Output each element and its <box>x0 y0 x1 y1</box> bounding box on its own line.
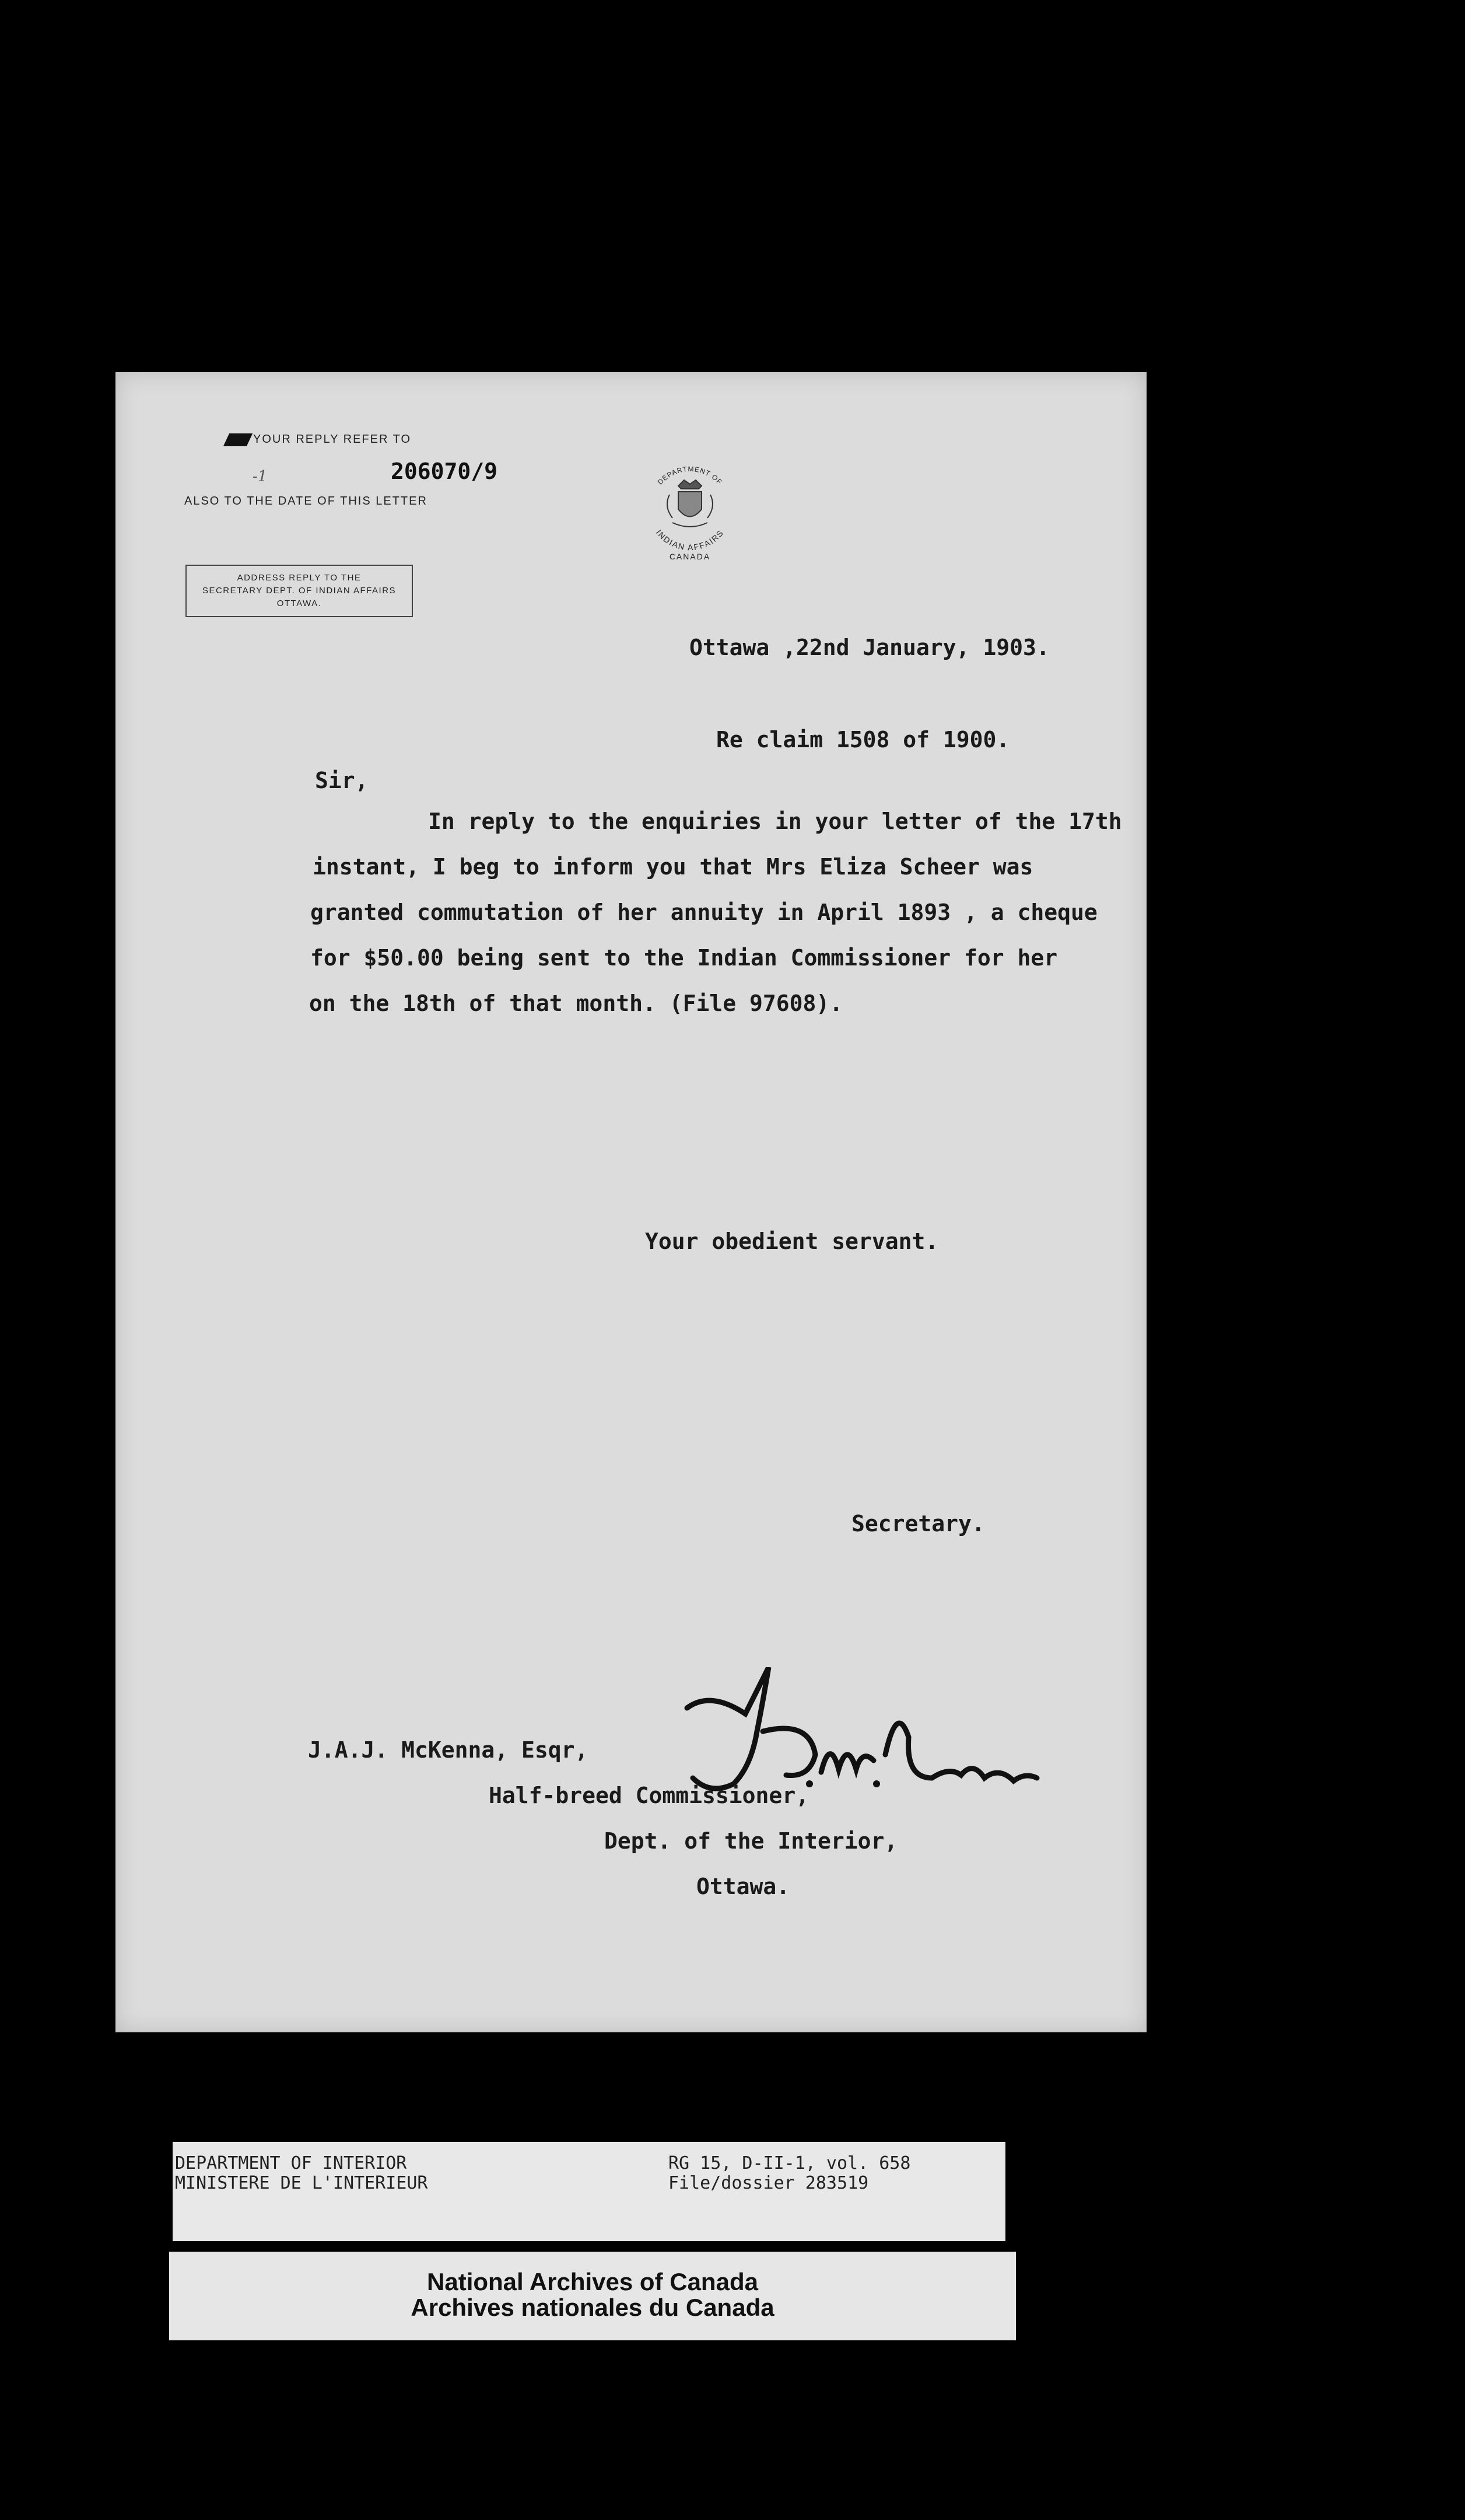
closing: Your obedient servant. <box>645 1228 939 1254</box>
body-line: for $50.00 being sent to the Indian Commissioner for her <box>310 945 1058 971</box>
svg-text:DEPARTMENT OF <box>656 465 724 487</box>
recipient-line: Dept. of the Interior, <box>604 1828 898 1854</box>
body-line: on the 18th of that month. (File 97608). <box>309 991 843 1016</box>
reply-refer-label: YOUR REPLY REFER TO <box>226 433 411 446</box>
rg-reference: RG 15, D-II-1, vol. 658 <box>668 2153 911 2174</box>
signature-title: Secretary. <box>851 1511 985 1536</box>
place-date: Ottawa ,22nd January, 1903. <box>689 635 1050 660</box>
ink-mark <box>223 433 253 446</box>
re-line: Re claim 1508 of 1900. <box>716 727 1010 752</box>
address-line: SECRETARY DEPT. OF INDIAN AFFAIRS <box>202 586 397 596</box>
address-reply-box <box>185 565 413 617</box>
salutation: Sir, <box>315 768 369 793</box>
seal-bottom-text: INDIAN AFFAIRS <box>654 527 726 552</box>
national-archives-label <box>169 2252 1016 2340</box>
address-line: ADDRESS REPLY TO THE <box>237 573 362 583</box>
body-line: granted commutation of her annuity in April 1893 , a cheque <box>310 900 1098 925</box>
recipient-line: Ottawa. <box>696 1874 790 1899</box>
reference-scribble: -1 <box>253 468 268 485</box>
file-reference: File/dossier 283519 <box>668 2173 869 2193</box>
recipient-line: Half-breed Commissioner, <box>489 1783 809 1808</box>
crest-icon <box>667 480 713 527</box>
letter-page <box>115 372 1147 2032</box>
seal-top-text: DEPARTMENT OF <box>656 464 724 487</box>
dept-english: DEPARTMENT OF INTERIOR <box>175 2153 407 2174</box>
seal-country: CANADA <box>669 552 711 561</box>
dept-french: MINISTERE DE L'INTERIEUR <box>175 2173 428 2193</box>
also-date-label: ALSO TO THE DATE OF THIS LETTER <box>184 495 427 508</box>
address-line: OTTAWA. <box>276 598 322 608</box>
reference-number: 206070/9 <box>391 459 498 484</box>
recipient-line: J.A.J. McKenna, Esqr, <box>308 1737 588 1763</box>
archives-name-english: National Archives of Canada <box>427 2268 758 2295</box>
svg-text:INDIAN AFFAIRS <box>654 528 726 552</box>
body-line: In reply to the enquiries in your letter of the 17th <box>428 808 1122 834</box>
archive-reference-label <box>173 2142 1005 2241</box>
body-line: instant, I beg to inform you that Mrs Eliza Scheer was <box>313 854 1033 880</box>
archives-name-french: Archives nationales du Canada <box>411 2294 774 2321</box>
